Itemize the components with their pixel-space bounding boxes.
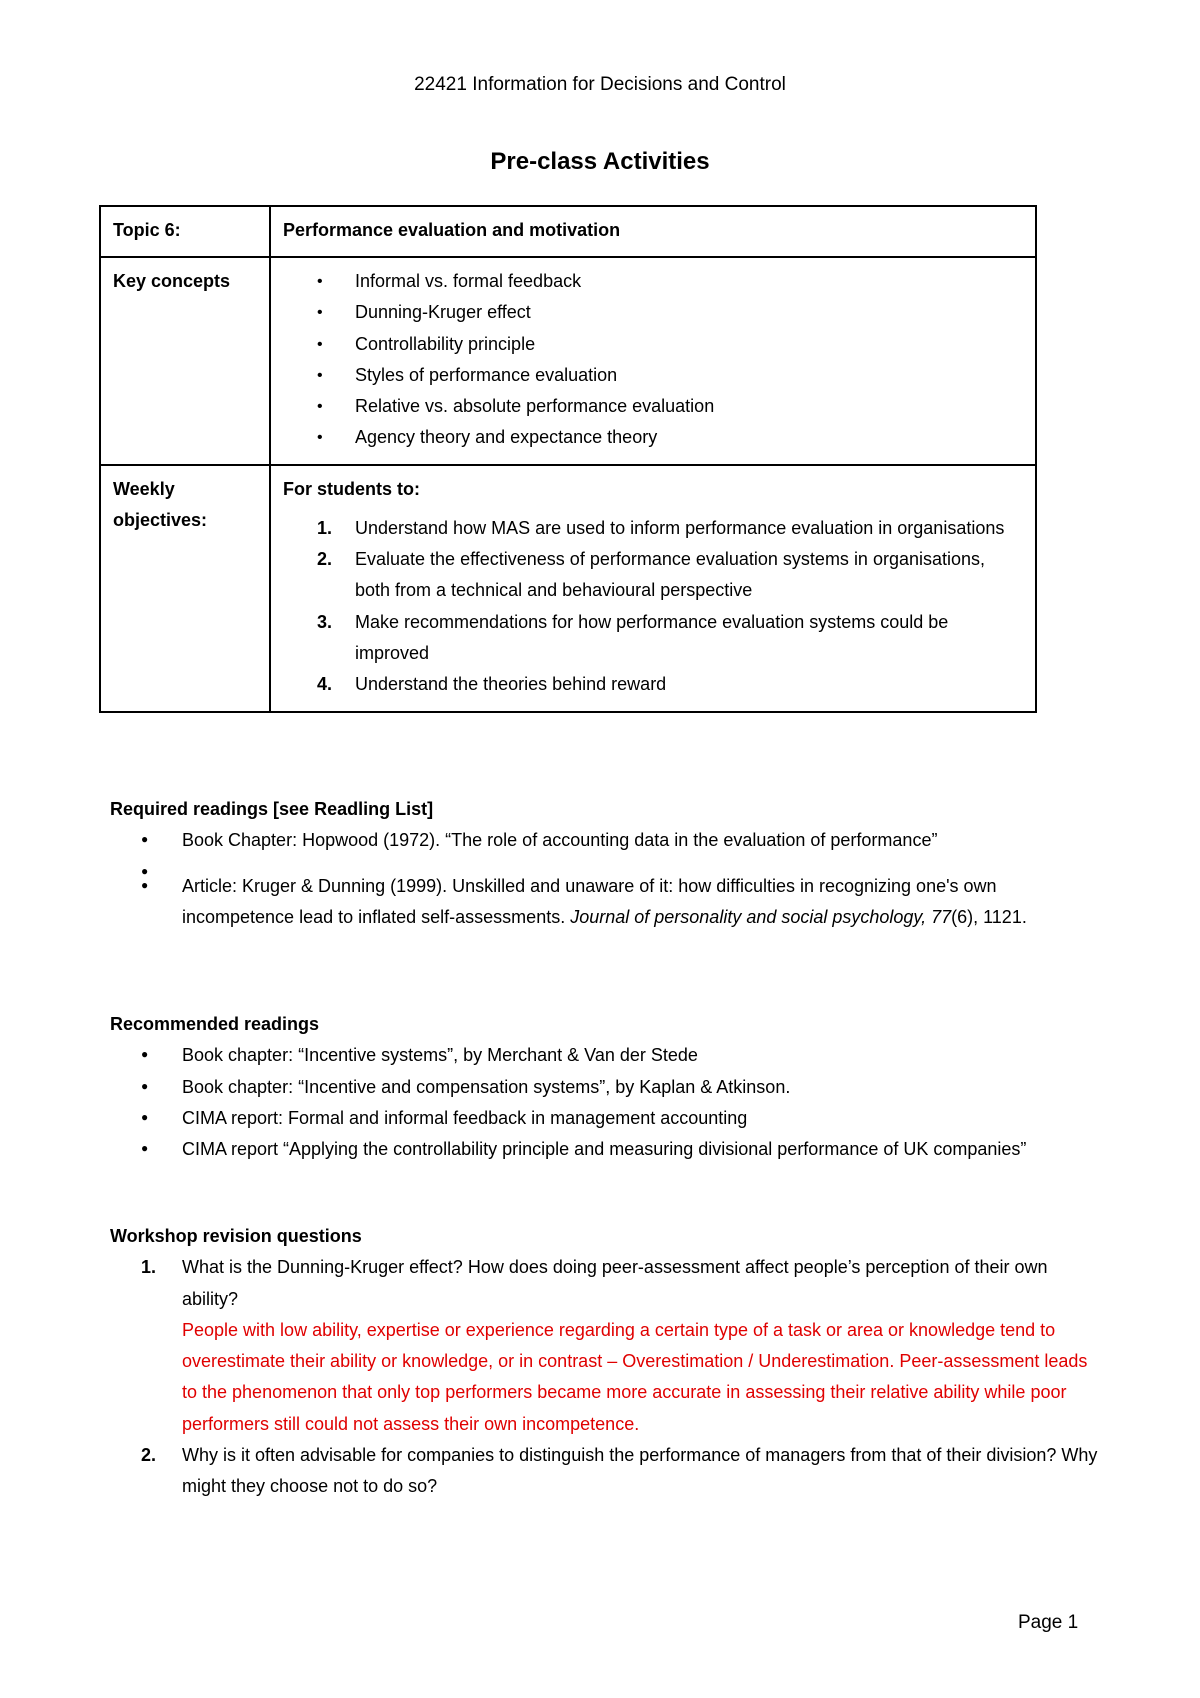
citation-pages: (6), 1121. [951, 906, 1027, 927]
concepts-list [283, 266, 1023, 454]
list-item: • Agency theory and expectance theory [283, 422, 1023, 453]
list-item: ● Book Chapter: Hopwood (1972). “The role of accounting data in the evaluation of performance” [110, 825, 1100, 856]
document-header: 22421 Information for Decisions and Control [414, 74, 786, 95]
question-item [110, 1252, 1100, 1440]
list-item: ● Book chapter: “Incentive systems”, by Merchant & Van der Stede [110, 1040, 1100, 1071]
topic-value: Performance evaluation and motivation [270, 206, 1036, 257]
list-item: ● Book chapter: “Incentive and compensation systems”, by Kaplan & Atkinson. [110, 1072, 1100, 1103]
question-text: What is the Dunning-Kruger effect? How does doing peer-assessment affect people’s perception of their own ability? [182, 1257, 1048, 1309]
list-number: 1. [317, 517, 333, 538]
list-number: 4. [317, 674, 333, 695]
objectives-label [100, 465, 270, 712]
list-item: • Informal vs. formal feedback [283, 266, 1023, 297]
list-item: • Dunning-Kruger effect [283, 297, 1023, 328]
objectives-intro: For students to: [283, 478, 420, 499]
list-text: Understand the theories behind reward [355, 674, 667, 695]
list-number: 2. [317, 549, 333, 570]
required-list [110, 825, 1100, 933]
list-spacer [110, 857, 1100, 871]
list-item: • Controllability principle [283, 329, 1023, 360]
concepts-row [100, 257, 1036, 465]
list-item [283, 607, 1023, 670]
objectives-row [100, 465, 1036, 712]
list-item: ● CIMA report “Applying the controllability principle and measuring divisional performance of UK companies” [110, 1134, 1100, 1165]
page-number: Page 1 [1018, 1612, 1079, 1633]
required-readings [110, 794, 1100, 933]
question-text: Why is it often advisable for companies to distinguish the performance of managers from that of their division? Why might they choose not to do so? [182, 1445, 1098, 1497]
citation-journal: Journal of personality and social psychology, 77 [570, 906, 952, 927]
list-item [283, 544, 1023, 607]
list-number: 3. [317, 611, 333, 632]
list-text: Evaluate the effectiveness of performance evaluation systems in organisations, both from a technical and behavioural perspective [355, 549, 986, 601]
section-heading: Recommended readings [110, 1014, 320, 1034]
answer-text: People with low ability, expertise or experience regarding a certain type of a task or area or knowledge tend to overestimate their ability or knowledge, or in contrast – Overestimation / Underestimation. Peer-assessment leads to the phenomenon that only top performers became more accurate in assessing their relative ability while poor performers still could not assess their own incompetence. [182, 1319, 1088, 1434]
section-heading: Workshop revision questions [110, 1226, 362, 1246]
concepts-cell [270, 257, 1036, 465]
topic-row [100, 206, 1036, 257]
list-item: • Styles of performance evaluation [283, 360, 1023, 391]
objectives-label-line: objectives: [113, 509, 208, 530]
workshop-questions [110, 1221, 1100, 1503]
list-item: • Relative vs. absolute performance evaluation [283, 391, 1023, 422]
objectives-list [283, 513, 1023, 701]
topic-label: Topic 6: [100, 206, 270, 257]
question-number: 1. [141, 1257, 157, 1278]
objectives-cell [270, 465, 1036, 712]
question-item [110, 1440, 1100, 1503]
objectives-label-line: Weekly [113, 478, 175, 499]
questions-list [110, 1252, 1100, 1502]
list-item: ● CIMA report: Formal and informal feedback in management accounting [110, 1103, 1100, 1134]
list-text: Make recommendations for how performance evaluation systems could be improved [355, 611, 949, 663]
list-item [283, 669, 1023, 700]
page-title: Pre-class Activities [490, 148, 710, 175]
question-number: 2. [141, 1445, 157, 1466]
recommended-list [110, 1040, 1100, 1165]
recommended-readings [110, 1009, 1100, 1165]
list-item [110, 871, 1100, 934]
topic-table [99, 205, 1037, 713]
list-text: Understand how MAS are used to inform performance evaluation in organisations [355, 517, 1005, 538]
concepts-label: Key concepts [100, 257, 270, 465]
citation-text: Article: Kruger & Dunning (1999). Unskilled and unaware of it: how difficulties in recognizing one's own incompetence lead to inflated self-assessments. [182, 875, 997, 927]
section-heading: Required readings [see Readling List] [110, 799, 434, 819]
list-item [283, 513, 1023, 544]
